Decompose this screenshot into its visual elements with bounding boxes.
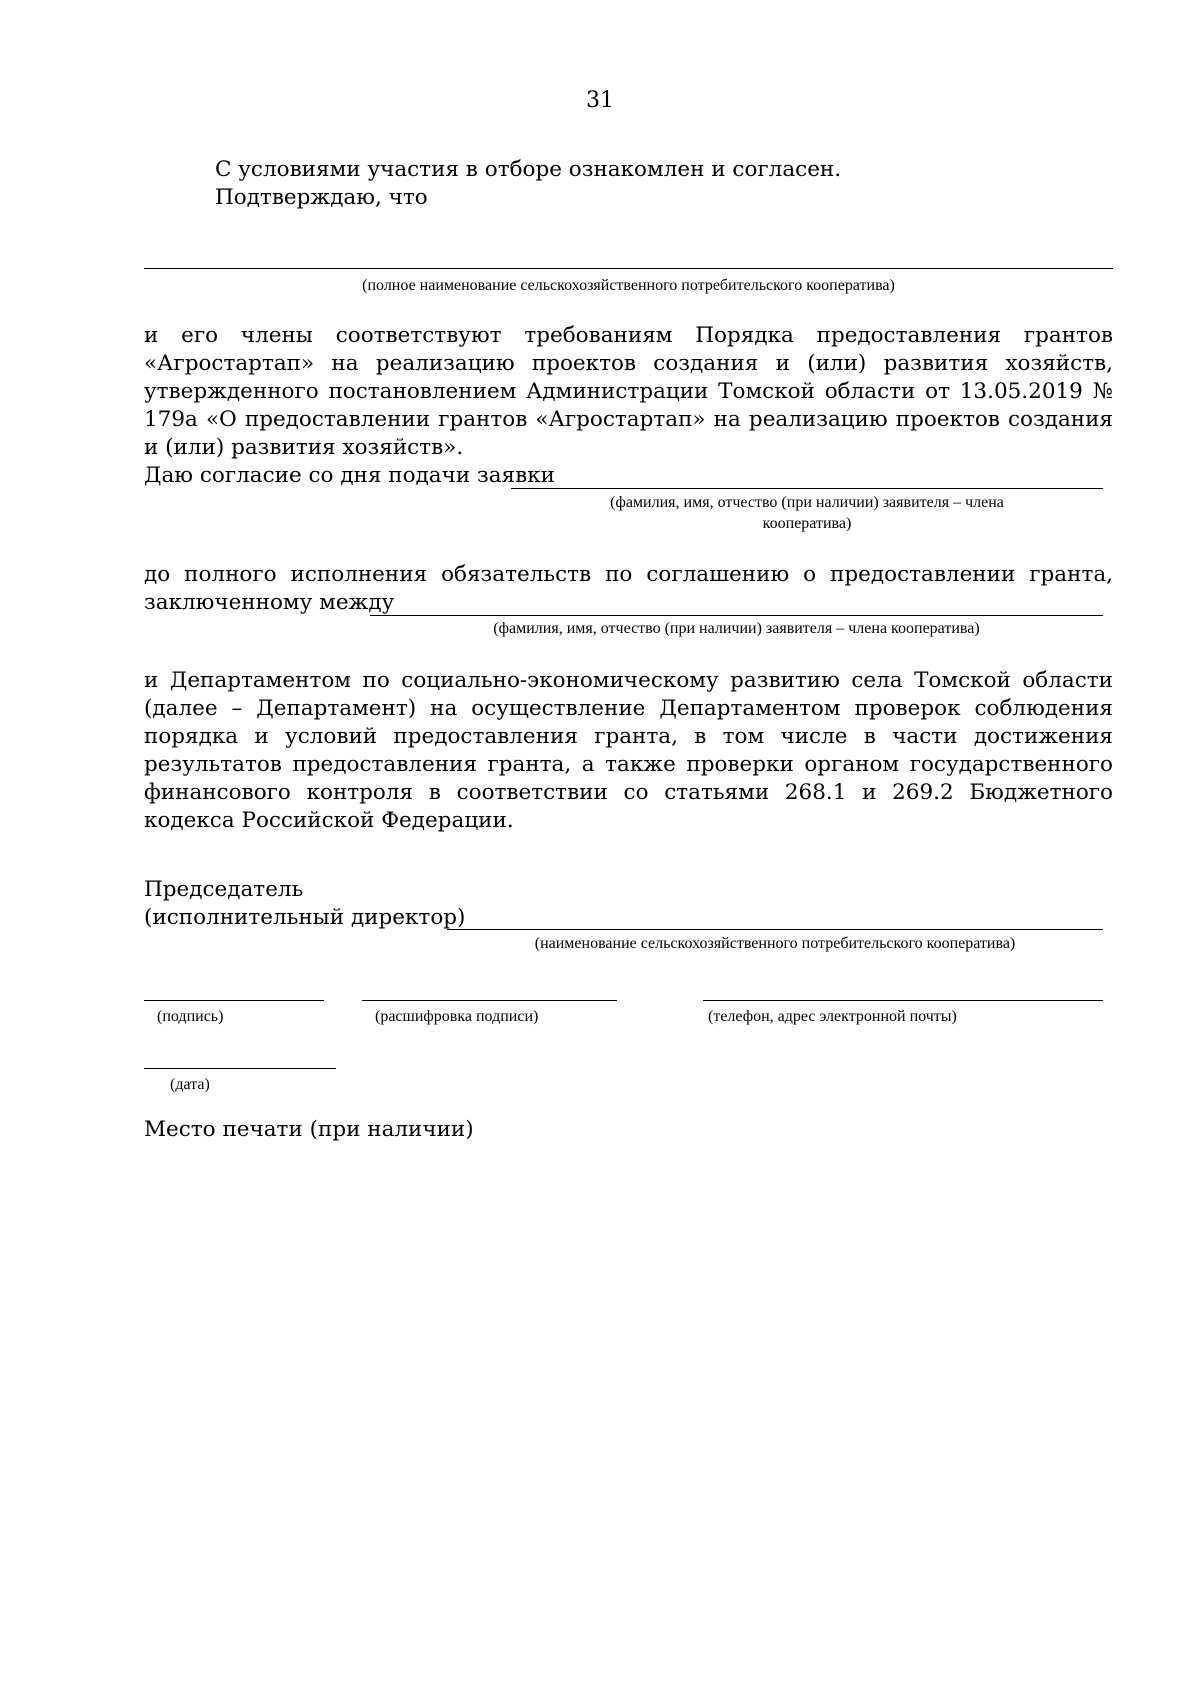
concluded-label: заключенному между bbox=[144, 590, 395, 615]
obligations-line: до полного исполнения обязательств по соглашению о предоставлении гранта, bbox=[144, 562, 1113, 587]
coop-full-name-line bbox=[144, 268, 1113, 269]
contacts-line bbox=[703, 1000, 1103, 1001]
seal-place-label: Место печати (при наличии) bbox=[144, 1117, 474, 1142]
consent-label: Даю согласие со дня подачи заявки bbox=[144, 463, 555, 488]
requirements-paragraph: и его члены соответствуют требованиям Порядка предоставления грантов «Агростартап» на реализацию проектов создания и (или) развития хозяйств, утвержденного постановлением Администрации Томской области от 13.05.2019 № 179а «О предоставлении грантов «Агростартап» на реализацию проектов создания и (или) развития хозяйств». bbox=[144, 323, 1113, 460]
applicant-fio-caption-2: кооператива) bbox=[762, 515, 852, 532]
contacts-caption: (телефон, адрес электронной почты) bbox=[708, 1008, 957, 1025]
signature-caption: (подпись) bbox=[157, 1008, 224, 1025]
applicant-fio-caption-1: (фамилия, имя, отчество (при наличии) заявителя – члена bbox=[610, 494, 1004, 511]
page-number: 31 bbox=[586, 88, 614, 113]
applicant-fio-caption-3: (фамилия, имя, отчество (при наличии) заявителя – члена кооператива) bbox=[493, 620, 980, 637]
chairman-label: Председатель bbox=[144, 877, 304, 902]
date-caption: (дата) bbox=[170, 1076, 210, 1093]
signature-line bbox=[144, 1000, 324, 1001]
coop-full-name-caption: (полное наименование сельскохозяйственного потребительского кооператива) bbox=[362, 277, 895, 294]
signature-decoding-caption: (расшифровка подписи) bbox=[375, 1008, 539, 1025]
intro-line-1: С условиями участия в отборе ознакомлен и согласен. bbox=[215, 157, 842, 182]
executive-director-label: (исполнительный директор) bbox=[144, 905, 466, 930]
date-line bbox=[144, 1068, 336, 1069]
applicant-fio-line-2 bbox=[370, 615, 1103, 616]
applicant-fio-line bbox=[511, 488, 1103, 489]
signature-decoding-line bbox=[362, 1000, 617, 1001]
coop-name-caption: (наименование сельскохозяйственного потребительского кооператива) bbox=[534, 935, 1016, 952]
department-paragraph: и Департаментом по социально-экономическому развитию села Томской области (далее – Департамент) на осуществление Департаментом проверок соблюдения порядка и условий предоставления гранта, в том числе в части достижения результатов предоставления гранта, а также проверки органом государственного финансового контроля в соответствии со статьями 268.1 и 269.2 Бюджетного кодекса Российской Федерации. bbox=[144, 668, 1113, 833]
coop-name-line bbox=[447, 929, 1103, 930]
intro-line-2: Подтверждаю, что bbox=[215, 185, 428, 210]
